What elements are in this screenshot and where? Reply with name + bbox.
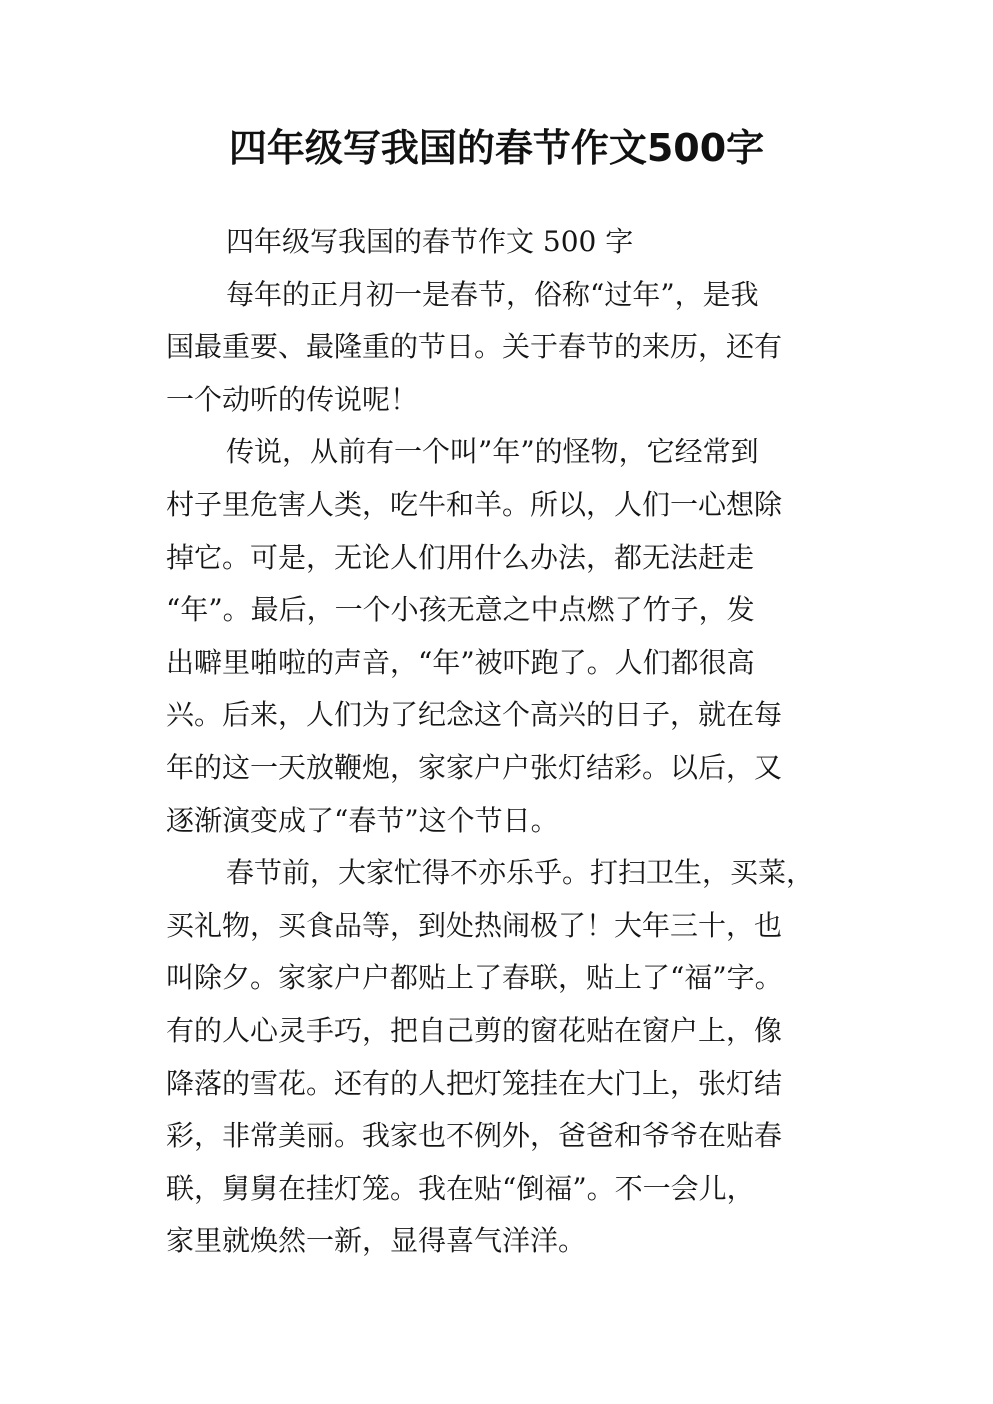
body-line: 掉它。可是，无论人们用什么办法，都无法赶走 bbox=[166, 540, 755, 574]
body-line: 降落的雪花。还有的人把灯笼挂在大门上，张灯结 bbox=[166, 1066, 783, 1100]
body-line: 彩，非常美丽。我家也不例外，爸爸和爷爷在贴春 bbox=[166, 1119, 783, 1153]
body-line: 村子里危害人类，吃牛和羊。所以，人们一心想除 bbox=[166, 487, 783, 521]
body-line: 联，舅舅在挂灯笼。我在贴“倒福”。不一会儿， bbox=[166, 1171, 755, 1205]
body-line: 兴。后来，人们为了纪念这个高兴的日子，就在每 bbox=[166, 698, 783, 732]
body-line: 一个动听的传说呢！ bbox=[166, 382, 419, 416]
body-line: 家里就焕然一新，显得喜气洋洋。 bbox=[166, 1224, 587, 1258]
body-line: 春节前，大家忙得不亦乐乎。打扫卫生，买菜， bbox=[226, 856, 815, 890]
body-line: 每年的正月初一是春节，俗称“过年”，是我 bbox=[226, 277, 759, 311]
body-line: “年”。最后，一个小孩无意之中点燃了竹子，发 bbox=[166, 593, 755, 627]
body-line: 国最重要、最隆重的节日。关于春节的来历，还有 bbox=[166, 330, 783, 364]
document-title: 四年级写我国的春节作文500字 bbox=[228, 126, 765, 170]
body-line: 买礼物，买食品等，到处热闹极了！大年三十，也 bbox=[166, 908, 783, 942]
document-body bbox=[166, 216, 856, 1268]
body-line: 传说，从前有一个叫”年”的怪物，它经常到 bbox=[226, 435, 759, 469]
body-line: 叫除夕。家家户户都贴上了春联，贴上了“福”字。 bbox=[166, 961, 783, 995]
body-line: 出噼里啪啦的声音，“年”被吓跑了。人们都很高 bbox=[166, 645, 755, 679]
body-line: 有的人心灵手巧，把自己剪的窗花贴在窗户上，像 bbox=[166, 1013, 783, 1047]
body-line: 逐渐演变成了“春节”这个节日。 bbox=[166, 803, 559, 837]
body-line: 四年级写我国的春节作文 500 字 bbox=[226, 225, 634, 258]
body-line: 年的这一天放鞭炮，家家户户张灯结彩。以后，又 bbox=[166, 750, 783, 784]
